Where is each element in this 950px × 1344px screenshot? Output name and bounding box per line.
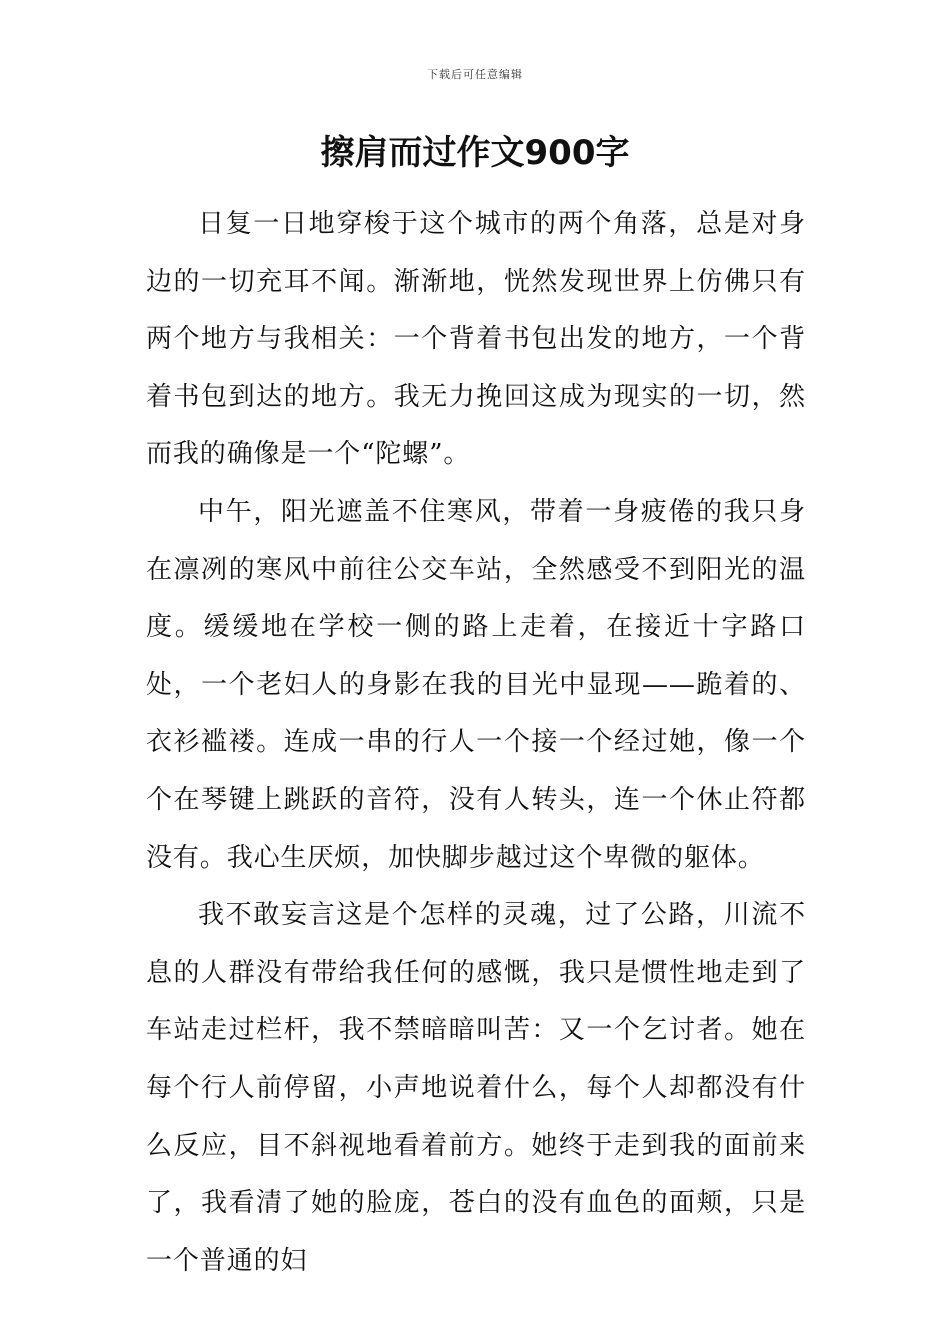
header-note: 下载后可任意编辑: [427, 68, 523, 81]
paragraph-1: 日复一日地穿梭于这个城市的两个角落，总是对身边的一切充耳不闻。渐渐地，恍然发现世界上仿佛只有两个地方与我相关：一个背着书包出发的地方，一个背着书包到达的地方。我无力挽回这成为现实的一切，然而我的确像是一个“陀螺”。: [146, 209, 806, 470]
essay-body: [146, 196, 806, 1290]
paragraph-3: 我不敢妄言这是个怎样的灵魂，过了公路，川流不息的人群没有带给我任何的感慨，我只是惯性地走到了车站走过栏杆，我不禁暗暗叫苦：又一个乞讨者。她在每个行人前停留，小声地说着什么，每个人却都没有什么反应，目不斜视地看着前方。她终于走到我的面前来了，我看清了她的脸庞，苍白的没有血色的面颊，只是一个普通的妇: [146, 900, 806, 1276]
document-title: 擦肩而过作文900字: [320, 133, 630, 173]
paragraph-2: 中午，阳光遮盖不住寒风，带着一身疲倦的我只身在凛冽的寒风中前往公交车站，全然感受不到阳光的温度。缓缓地在学校一侧的路上走着，在接近十字路口处，一个老妇人的身影在我的目光中显现——跪着的、衣衫褴褛。连成一串的行人一个接一个经过她，像一个个在琴键上跳跃的音符，没有人转头，连一个休止符都没有。我心生厌烦，加快脚步越过这个卑微的躯体。: [146, 496, 806, 873]
